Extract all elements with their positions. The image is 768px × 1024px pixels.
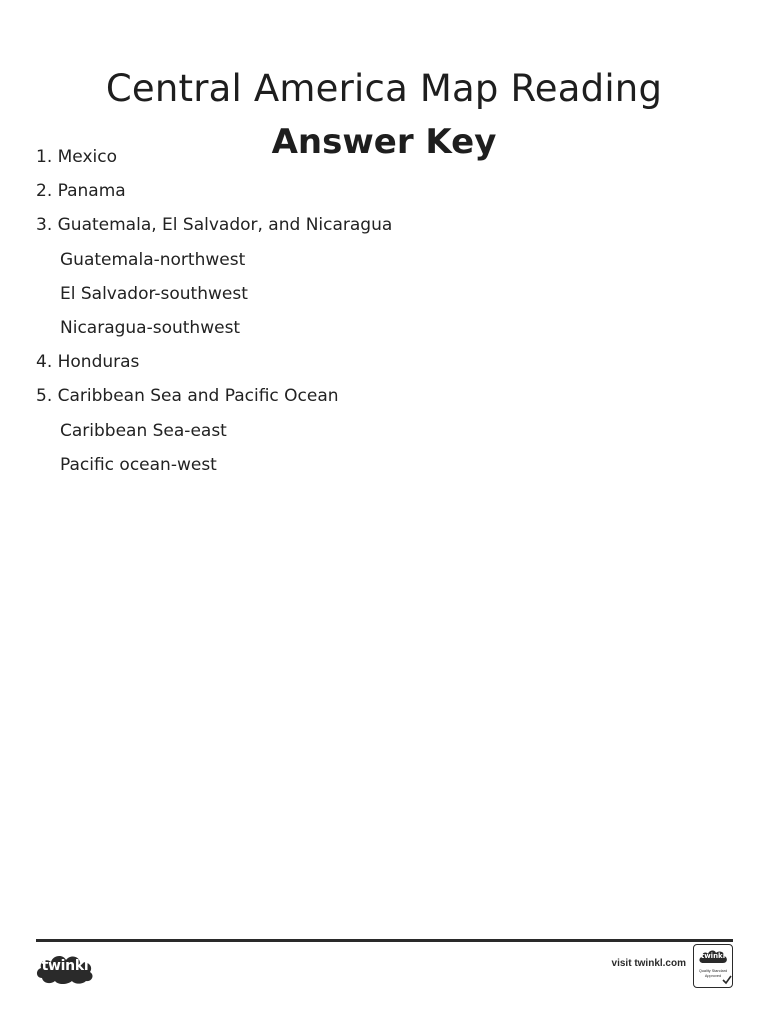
badge-line-1: Quality Standard — [698, 969, 728, 973]
answer-subitem: Pacific ocean-west — [60, 454, 217, 475]
logo-text: twinkl — [41, 958, 89, 974]
footer-divider — [36, 939, 733, 942]
answer-subitem: Nicaragua-southwest — [60, 317, 241, 338]
answer-subitem: El Salvador-southwest — [60, 283, 248, 304]
checkmark-icon — [722, 975, 732, 985]
answer-item: 2. Panama — [36, 181, 126, 202]
quality-badge — [693, 944, 733, 988]
page-title: Central America Map Reading — [105, 66, 663, 110]
answer-item: 3. Guatemala, El Salvador, and Nicaragua — [36, 215, 393, 236]
page-subtitle: Answer Key — [271, 122, 497, 163]
answer-subitem: Caribbean Sea-east — [60, 420, 227, 441]
answer-item: 1. Mexico — [36, 147, 117, 167]
answer-list — [36, 140, 736, 482]
badge-line-2: Approved — [704, 974, 722, 978]
answer-item: 4. Honduras — [36, 352, 140, 373]
badge-logo-text: twinkl — [700, 952, 726, 960]
answer-subitem: Guatemala-northwest — [60, 249, 246, 270]
answer-item: 5. Caribbean Sea and Pacific Ocean — [36, 386, 339, 407]
visit-link[interactable]: visit twinkl.com — [611, 958, 686, 969]
twinkl-logo[interactable] — [34, 948, 96, 988]
